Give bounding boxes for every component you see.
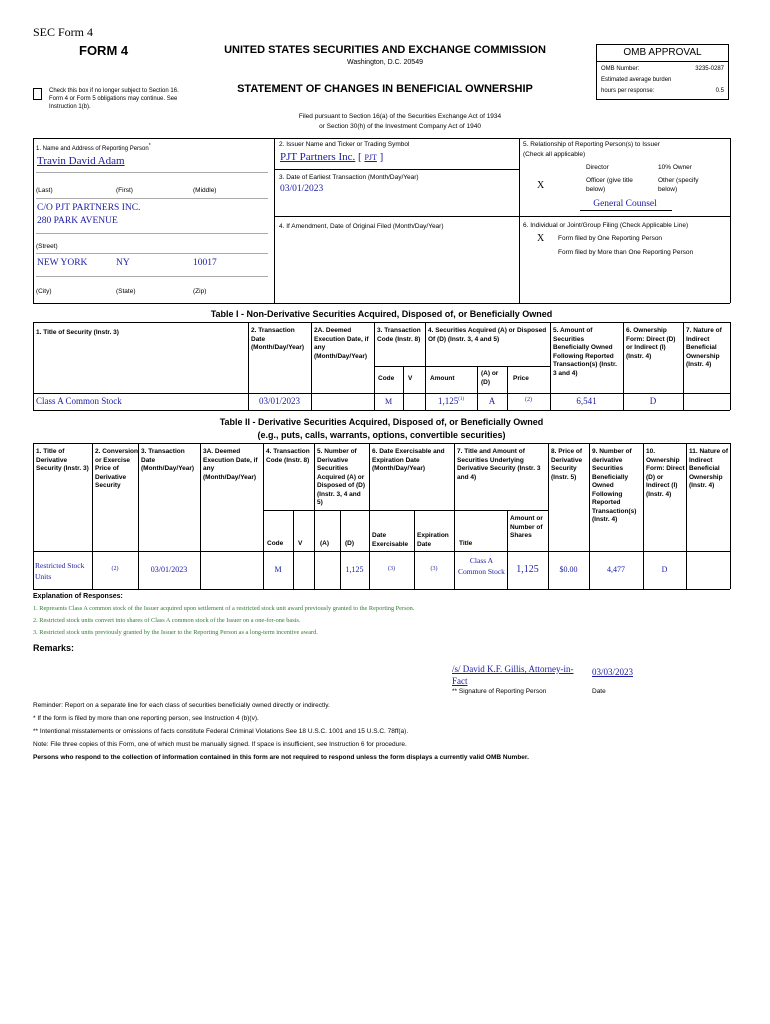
t1-row-date: 03/01/2023 bbox=[258, 396, 300, 406]
officer-label: Officer (give title below) bbox=[586, 177, 633, 193]
omb-burden-label: Estimated average burden bbox=[601, 77, 672, 83]
t1-sub-price: Price bbox=[513, 375, 529, 382]
address-line2: 280 PARK AVENUE bbox=[37, 216, 118, 226]
zip-value: 10017 bbox=[193, 258, 217, 268]
t1-row-owned: 6,541 bbox=[576, 396, 597, 406]
page-label: SEC Form 4 bbox=[33, 25, 94, 39]
t2-h8: 8. Price of Derivative Security (Instr. 5) bbox=[551, 448, 583, 481]
table2-title2: (e.g., puts, calls, warrants, options, convertible securities) bbox=[257, 430, 506, 440]
middle-label: (Middle) bbox=[193, 187, 217, 194]
box2-label: 2. Issuer Name and Ticker or Trading Symbol bbox=[279, 141, 410, 148]
table2-title1: Table II - Derivative Securities Acquired, Disposed of, or Beneficially Owned bbox=[219, 417, 544, 427]
remarks-title: Remarks: bbox=[33, 643, 75, 653]
t2-sub-exercisable: Date Exercisable bbox=[372, 532, 409, 548]
t1-sub-ad: (A) or (D) bbox=[481, 370, 499, 386]
t2-sub-shares: Amount or Number of Shares bbox=[510, 515, 543, 539]
city-label: (City) bbox=[36, 288, 52, 295]
t2-sub-expiration: Expiration Date bbox=[417, 532, 449, 548]
t2-sub-code: Code bbox=[267, 540, 284, 547]
signature-label: ** Signature of Reporting Person bbox=[452, 688, 547, 695]
t1-row-code: M bbox=[384, 397, 393, 406]
t2-h9: 9. Number of derivative Securities Beneficially Owned Following Reported Transaction(s) (Instr. 4) bbox=[592, 448, 637, 523]
reporting-person-name: Travin David Adam bbox=[37, 155, 125, 167]
box5-label2: (Check all applicable) bbox=[523, 151, 586, 158]
note-misstatements: ** Intentional misstatements or omissions of facts constitute Federal Criminal Violations See 18 U.S.C. 1001 and 15 U.S.C. 78ff(a). bbox=[33, 728, 409, 735]
t2-h2: 2. Conversion or Exercise Price of Derivative Security bbox=[95, 448, 138, 489]
t2-h10: 10. Ownership Form: Direct (D) or Indirect (I) (Instr. 4) bbox=[646, 448, 685, 498]
table1-title: Table I - Non-Derivative Securities Acquired, Disposed of, or Beneficially Owned bbox=[210, 309, 553, 319]
state-label: (State) bbox=[116, 288, 136, 295]
explanation-title: Explanation of Responses: bbox=[33, 593, 123, 600]
box4-label: 4. If Amendment, Date of Original Filed (Month/Day/Year) bbox=[279, 223, 444, 230]
city-value: NEW YORK bbox=[37, 258, 88, 268]
omb-number: 3235-0287 bbox=[695, 66, 724, 72]
footnote-3: 3. Restricted stock units previously granted by the Issuer to the Reporting Person as a long-term incentive award. bbox=[33, 629, 318, 636]
t1-h3: 3. Transaction Code (Instr. 8) bbox=[377, 327, 421, 343]
box1-label: 1. Name and Address of Reporting Person* bbox=[36, 143, 151, 152]
officer-title: General Counsel bbox=[593, 199, 657, 209]
note-omb-notice: Persons who respond to the collection of information contained in this form are not required to respond unless the form displays a currently valid OMB Number. bbox=[33, 754, 529, 761]
checkbox-text: Check this box if no longer subject to Section 16. Form 4 or Form 5 obligations may continue. See Instruction 1(b). bbox=[49, 88, 179, 110]
t2-sub-title: Title bbox=[459, 540, 473, 547]
one-person-label: Form filed by One Reporting Person bbox=[558, 235, 663, 242]
last-label: (Last) bbox=[36, 187, 53, 194]
note-instruction-4: * If the form is filed by more than one reporting person, see Instruction 4 (b)(v). bbox=[33, 715, 259, 722]
t1-row-amount: 1,125$^{(1)}$ bbox=[437, 396, 465, 406]
t2-h6: 6. Date Exercisable and Expiration Date (Month/Day/Year) bbox=[372, 448, 445, 472]
t1-row-price: (2) bbox=[525, 397, 532, 403]
ten-percent-owner-label: 10% Owner bbox=[658, 164, 692, 171]
no-longer-subject-checkbox[interactable] bbox=[33, 88, 42, 100]
t2-row-d: 1,125 bbox=[345, 565, 364, 574]
omb-hours-label: hours per response: bbox=[601, 88, 655, 94]
t2-h4: 4. Transaction Code (Instr. 8) bbox=[266, 448, 310, 464]
t1-h2a: 2A. Deemed Execution Date, if any (Month/Day/Year) bbox=[314, 327, 369, 360]
form-title: FORM 4 bbox=[79, 43, 129, 58]
filed-pursuant-line2: or Section 30(h) of the Investment Company Act of 1940 bbox=[319, 123, 481, 130]
footnote-1: 1. Represents Class A common stock of the Issuer acquired upon settlement of a restricted stock unit award previously granted to the Reporting Person. bbox=[33, 605, 415, 612]
t2-h11: 11. Nature of Indirect Beneficial Ownership (Instr. 4) bbox=[689, 448, 729, 489]
address-line1: C/O PJT PARTNERS INC. bbox=[37, 203, 141, 213]
t1-sub-amount: Amount bbox=[430, 375, 455, 382]
t1-h5: 5. Amount of Securities Beneficially Owned Following Reported Transaction(s) (Instr. 3 and 4) bbox=[553, 327, 617, 377]
note-reminder: Reminder: Report on a separate line for each class of securities beneficially owned directly or indirectly. bbox=[33, 702, 330, 709]
t2-h5: 5. Number of Derivative Securities Acquired (A) or Disposed of (D) (Instr. 3, 4 and 5) bbox=[317, 448, 366, 506]
box3-label: 3. Date of Earliest Transaction (Month/Day/Year) bbox=[279, 174, 419, 181]
t1-h2: 2. Transaction Date (Month/Day/Year) bbox=[251, 327, 305, 351]
t1-row-form: D bbox=[649, 396, 657, 406]
officer-check[interactable]: X bbox=[537, 180, 545, 191]
t2-row-conversion: (2) bbox=[111, 566, 119, 572]
t2-h7: 7. Title and Amount of Securities Underlying Derivative Security (Instr. 3 and 4) bbox=[457, 448, 541, 481]
earliest-transaction-date: 03/01/2023 bbox=[280, 184, 324, 194]
note-three-copies: Note: File three copies of this Form, one of which must be manually signed. If space is insufficient, see Instruction 6 for procedure. bbox=[33, 741, 407, 748]
date-label: Date bbox=[592, 688, 606, 695]
box6-label: 6. Individual or Joint/Group Filing (Check Applicable Line) bbox=[523, 222, 689, 229]
t2-row-code: M bbox=[274, 565, 282, 574]
commission-title: UNITED STATES SECURITIES AND EXCHANGE COMMISSION bbox=[224, 44, 546, 56]
t2-sub-v: V bbox=[298, 540, 303, 547]
commission-location: Washington, D.C. 20549 bbox=[346, 59, 423, 66]
state-value: NY bbox=[116, 258, 130, 268]
other-label: Other (specify below) bbox=[658, 177, 699, 193]
t2-row-date: 03/01/2023 bbox=[150, 565, 188, 574]
t2-row-owned: 4,477 bbox=[607, 565, 625, 574]
t2-h3: 3. Transaction Date (Month/Day/Year) bbox=[141, 448, 195, 472]
t1-h7: 7. Nature of Indirect Beneficial Ownership (Instr. 4) bbox=[686, 327, 722, 368]
first-label: (First) bbox=[116, 187, 133, 194]
t1-sub-v: V bbox=[408, 375, 413, 382]
omb-title: OMB APPROVAL bbox=[623, 47, 702, 58]
statement-title: STATEMENT OF CHANGES IN BENEFICIAL OWNERSHIP bbox=[237, 83, 533, 95]
omb-number-label: OMB Number: bbox=[601, 66, 640, 72]
t2-sub-d: (D) bbox=[345, 540, 355, 547]
zip-label: (Zip) bbox=[193, 288, 207, 295]
t2-h1: 1. Title of Derivative Security (Instr. 3) bbox=[36, 448, 89, 472]
signature-date: 03/03/2023 bbox=[592, 667, 634, 677]
t1-h4: 4. Securities Acquired (A) or Disposed Of (D) (Instr. 3, 4 and 5) bbox=[428, 327, 547, 343]
t1-h1: 1. Title of Security (Instr. 3) bbox=[36, 329, 119, 336]
signature: /s/ David K.F. Gillis, Attorney-in- Fact bbox=[452, 664, 574, 686]
t2-row-price: $0.00 bbox=[559, 565, 578, 574]
t1-row-ad: A bbox=[488, 396, 496, 406]
t2-row-expiration: (3) bbox=[430, 566, 438, 572]
t2-h3a: 3A. Deemed Execution Date, if any (Month/Day/Year) bbox=[203, 448, 258, 481]
footnote-2: 2. Restricted stock units convert into shares of Class A common stock of the Issuer on a one-for-one basis. bbox=[33, 617, 301, 624]
t2-row-underlying: Class A Common Stock bbox=[458, 556, 505, 576]
omb-hours: 0.5 bbox=[715, 88, 724, 94]
street-label: (Street) bbox=[36, 243, 58, 250]
t2-sub-a: (A) bbox=[320, 540, 330, 547]
filed-pursuant-line1: Filed pursuant to Section 16(a) of the Securities Exchange Act of 1934 bbox=[298, 113, 502, 120]
t2-row-shares: 1,125 bbox=[516, 564, 539, 575]
t1-h6: 6. Ownership Form: Direct (D) or Indirect (I) (Instr. 4) bbox=[626, 327, 676, 360]
t2-row-form: D bbox=[661, 565, 668, 574]
director-label: Director bbox=[586, 164, 609, 171]
more-persons-label: Form filed by More than One Reporting Person bbox=[558, 249, 694, 256]
one-person-check[interactable]: X bbox=[537, 233, 545, 244]
t1-sub-code: Code bbox=[378, 375, 395, 382]
t2-row-exercisable: (3) bbox=[388, 566, 395, 572]
issuer-name: PJT Partners Inc. [ PJT ] bbox=[280, 151, 384, 163]
box5-label: 5. Relationship of Reporting Person(s) to Issuer bbox=[523, 141, 660, 148]
t1-row-title: Class A Common Stock bbox=[36, 396, 122, 406]
t2-row-title: Restricted Stock Units bbox=[35, 561, 85, 581]
